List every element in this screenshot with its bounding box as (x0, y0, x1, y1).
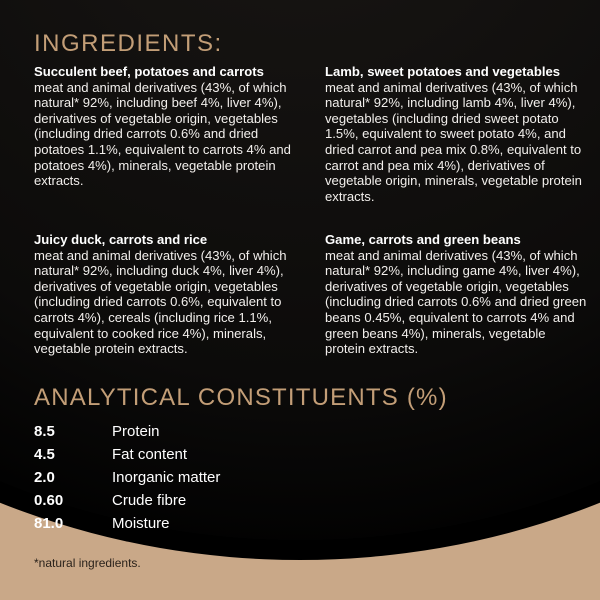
constituent-name: Moisture (112, 515, 170, 532)
constituent-value: 2.0 (34, 469, 55, 486)
recipe-title: Succulent beef, potatoes and carrots (34, 64, 264, 79)
recipe-title: Lamb, sweet potatoes and vegetables (325, 64, 561, 79)
recipe-title: Juicy duck, carrots and rice (34, 232, 208, 247)
footnote: *natural ingredients. (34, 556, 141, 570)
analytical-constituents-heading: ANALYTICAL CONSTITUENTS (%) (34, 384, 448, 411)
recipe-lamb (325, 64, 587, 204)
recipe-text: meat and animal derivatives (43%, of which natural* 92%, including game 4%, liver 4%), derivatives of vegetable origin, vegetables (including dried carrots 0.6% and dried green beans 0.45%, equivalent to carrots 4% and green beans 4%), minerals, vegetable protein extracts. (325, 247, 587, 357)
constituent-name: Crude fibre (112, 492, 187, 509)
recipe-title: Game, carrots and green beans (325, 232, 521, 247)
ingredients-heading: INGREDIENTS: (34, 30, 223, 57)
constituent-value: 8.5 (34, 423, 55, 440)
constituent-name: Fat content (112, 446, 188, 463)
constituent-name: Protein (112, 423, 160, 440)
constituent-row (34, 489, 220, 512)
constituent-value: 4.5 (34, 446, 55, 463)
recipe-text: meat and animal derivatives (43%, of which natural* 92%, including duck 4%, liver 4%), derivatives of vegetable origin, vegetables (including dried carrots 0.6%, equivalent to carrots 4%), cereals (including rice 1.1%, equivalent to cooked rice 4%), minerals, vegetable protein extracts. (34, 247, 287, 357)
constituents-list (34, 420, 220, 535)
constituent-row (34, 466, 220, 489)
recipe-beef (34, 64, 296, 189)
constituent-row (34, 420, 220, 443)
constituent-name: Inorganic matter (112, 469, 221, 486)
constituent-row (34, 512, 220, 535)
recipe-game (325, 232, 587, 357)
constituent-value: 81.0 (34, 515, 64, 532)
recipe-text: meat and animal derivatives (43%, of which natural* 92%, including lamb 4%, liver 4%), vegetables (including dried sweet potato 1.5%, equivalent to sweet potato 4%, and dried carrot and pea mix 0.8%, equivalent to carrot and pea mix 4%), derivatives of vegetable origin, minerals, vegetable protein extracts. (325, 79, 582, 204)
constituent-value: 0.60 (34, 492, 64, 509)
recipe-text: meat and animal derivatives (43%, of which natural* 92%, including beef 4%, liver 4%), derivatives of vegetable origin, vegetables (including dried carrots 0.6% and dried potatoes 1.1%, equivalent to carrots 4% and potatoes 4%), minerals, vegetable protein extracts. (34, 79, 291, 189)
constituent-row (34, 443, 220, 466)
recipe-duck (34, 232, 296, 357)
